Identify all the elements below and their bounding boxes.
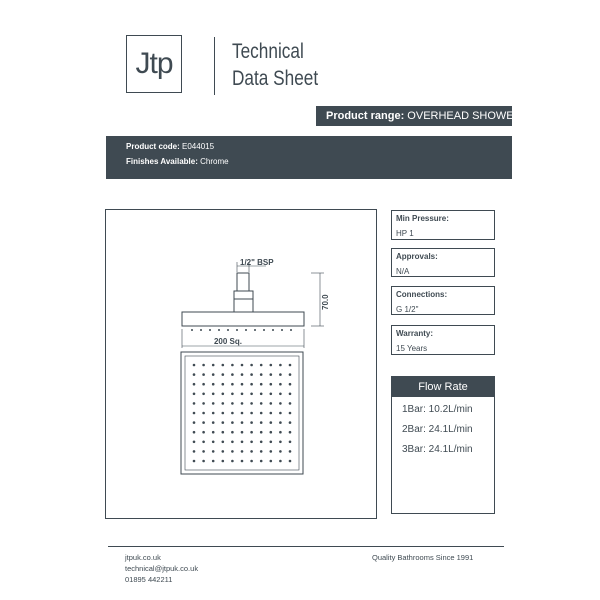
nozzle-dot <box>279 373 282 376</box>
nozzle-dot <box>289 364 292 367</box>
nozzle-dot <box>202 402 205 405</box>
finishes-value: Chrome <box>200 157 229 166</box>
spec-warranty <box>391 325 495 355</box>
nozzle-dot <box>241 421 244 424</box>
product-code-row <box>126 142 214 151</box>
footer-website[interactable]: jtpuk.co.uk <box>125 553 161 562</box>
nozzle-dot <box>231 373 234 376</box>
nozzle-dot <box>279 412 282 415</box>
nozzle-dot <box>193 431 196 434</box>
nozzle-dot <box>202 364 205 367</box>
flow-rate-item: 2Bar: 24.1L/min <box>402 424 473 435</box>
nozzle-dot <box>202 383 205 386</box>
nozzle-dot <box>289 421 292 424</box>
nozzle-dot <box>289 393 292 396</box>
nozzle-dot <box>212 402 215 405</box>
connector-nut <box>234 291 253 299</box>
nozzle-dot <box>231 421 234 424</box>
nozzle-dot <box>250 460 253 463</box>
nozzle-dot <box>241 373 244 376</box>
finishes-label: Finishes Available: <box>126 157 198 166</box>
title-line-1: Technical <box>232 40 304 63</box>
connector-pipe <box>237 273 249 291</box>
nozzle-dot <box>270 412 273 415</box>
nozzle-dot <box>250 441 253 444</box>
nozzle-dot <box>212 393 215 396</box>
logo-text: Jtp <box>135 47 173 80</box>
spec-value: G 1/2" <box>396 305 419 314</box>
nozzle-dot <box>202 460 205 463</box>
bsp-dimension-label: 1/2" BSP <box>240 258 274 267</box>
nozzle-dot <box>222 383 225 386</box>
nozzle-dot <box>270 383 273 386</box>
shower-head-drawing <box>106 210 378 520</box>
nozzle-dot <box>260 450 263 453</box>
nozzle-dot <box>270 421 273 424</box>
spec-min-pressure <box>391 210 495 240</box>
width-dimension-label: 200 Sq. <box>213 337 243 346</box>
nozzle-dot <box>222 421 225 424</box>
nozzle-dot <box>212 431 215 434</box>
spec-connections <box>391 286 495 315</box>
header-divider <box>214 37 215 95</box>
nozzle-dot <box>289 412 292 415</box>
nozzle-dot <box>212 412 215 415</box>
nozzle-dot <box>289 373 292 376</box>
shower-head-side <box>182 312 304 326</box>
nozzle-dot <box>260 431 263 434</box>
nozzle-dot <box>260 421 263 424</box>
finishes-row <box>126 157 229 166</box>
nozzle-dot <box>289 402 292 405</box>
nozzle-dot <box>241 383 244 386</box>
nozzle-dot <box>260 383 263 386</box>
footer-divider <box>108 546 504 547</box>
nozzle-dot <box>193 450 196 453</box>
nozzle-dot <box>270 393 273 396</box>
nozzle-dot <box>202 450 205 453</box>
nozzle-dot <box>231 412 234 415</box>
nozzle-dot <box>231 431 234 434</box>
nozzle-dot <box>202 431 205 434</box>
nozzle-dot <box>212 450 215 453</box>
nozzle-dot <box>193 460 196 463</box>
product-range-bar <box>316 106 522 126</box>
footer-email[interactable]: technical@jtpuk.co.uk <box>125 564 199 573</box>
nozzle-dot <box>289 431 292 434</box>
nozzle-dot <box>250 383 253 386</box>
nozzle-dot <box>193 373 196 376</box>
nozzle-dot <box>270 460 273 463</box>
nozzle-dot <box>193 412 196 415</box>
nozzle-dot <box>231 460 234 463</box>
nozzle-dot <box>222 393 225 396</box>
nozzle-dot <box>270 402 273 405</box>
nozzle-dot <box>222 412 225 415</box>
nozzle-dot <box>270 431 273 434</box>
nozzle-dot <box>193 402 196 405</box>
spec-label: Warranty: <box>396 329 434 338</box>
nozzle-dot <box>289 441 292 444</box>
nozzle-dot <box>250 393 253 396</box>
plan-nozzles <box>193 364 292 463</box>
nozzle-dot <box>193 364 196 367</box>
nozzle-dot <box>289 460 292 463</box>
nozzle-dot <box>250 450 253 453</box>
nozzle-dot <box>241 450 244 453</box>
nozzle-dot <box>212 364 215 367</box>
nozzle-dot <box>270 450 273 453</box>
nozzle-dot <box>202 412 205 415</box>
spec-approvals <box>391 248 495 277</box>
flow-rate-panel <box>391 376 495 514</box>
spec-value: 15 Years <box>396 344 428 353</box>
nozzle-dot <box>260 412 263 415</box>
nozzle-dot <box>231 441 234 444</box>
nozzle-dot <box>202 373 205 376</box>
nozzle-dot <box>193 421 196 424</box>
nozzle-dot <box>279 421 282 424</box>
nozzle-dot <box>250 364 253 367</box>
nozzle-dot <box>241 393 244 396</box>
nozzle-dot <box>279 364 282 367</box>
nozzle-dot <box>279 383 282 386</box>
nozzle-dot <box>193 383 196 386</box>
nozzle-dot <box>222 402 225 405</box>
nozzle-dot <box>241 412 244 415</box>
nozzle-dot <box>202 393 205 396</box>
nozzle-dot <box>212 441 215 444</box>
nozzle-dot <box>222 373 225 376</box>
spec-label: Approvals: <box>396 252 438 261</box>
nozzle-dot <box>250 402 253 405</box>
product-range-label: Product range: <box>326 110 405 122</box>
nozzle-dot <box>222 460 225 463</box>
nozzle-dot <box>260 364 263 367</box>
nozzle-dot <box>202 421 205 424</box>
footer-contact <box>125 552 198 585</box>
product-code-label: Product code: <box>126 142 180 151</box>
document-title <box>232 38 318 92</box>
nozzle-dot <box>250 421 253 424</box>
nozzle-dot <box>250 412 253 415</box>
footer-phone: 01895 442211 <box>125 575 173 584</box>
nozzle-dot <box>241 402 244 405</box>
nozzle-dot <box>250 373 253 376</box>
spec-label: Min Pressure: <box>396 214 449 223</box>
nozzle-dot <box>193 393 196 396</box>
nozzle-dot <box>260 393 263 396</box>
nozzle-dot <box>279 460 282 463</box>
spec-label: Connections: <box>396 290 448 299</box>
nozzle-dot <box>241 460 244 463</box>
nozzle-dot <box>289 450 292 453</box>
flow-rate-title: Flow Rate <box>392 377 494 397</box>
nozzle-dot <box>231 383 234 386</box>
nozzle-dot <box>222 364 225 367</box>
nozzle-dot <box>222 450 225 453</box>
nozzle-dot <box>279 393 282 396</box>
product-info-bar <box>106 136 512 179</box>
side-nozzles <box>191 329 292 331</box>
nozzle-dot <box>270 441 273 444</box>
nozzle-dot <box>260 441 263 444</box>
nozzle-dot <box>212 383 215 386</box>
nozzle-dot <box>231 393 234 396</box>
nozzle-dot <box>279 450 282 453</box>
nozzle-dot <box>241 364 244 367</box>
nozzle-dot <box>270 373 273 376</box>
nozzle-dot <box>212 421 215 424</box>
flow-rate-item: 3Bar: 24.1L/min <box>402 444 473 455</box>
nozzle-dot <box>260 373 263 376</box>
nozzle-dot <box>260 402 263 405</box>
product-range-value: OVERHEAD SHOWER <box>407 110 522 122</box>
nozzle-dot <box>231 450 234 453</box>
nozzle-dot <box>212 373 215 376</box>
nozzle-dot <box>212 460 215 463</box>
footer-tagline: Quality Bathrooms Since 1991 <box>372 553 474 562</box>
nozzle-dot <box>260 460 263 463</box>
nozzle-dot <box>279 431 282 434</box>
nozzle-dot <box>250 431 253 434</box>
nozzle-dot <box>231 364 234 367</box>
nozzle-dot <box>231 402 234 405</box>
nozzle-dot <box>241 431 244 434</box>
nozzle-dot <box>202 441 205 444</box>
nozzle-dot <box>222 431 225 434</box>
nozzle-dot <box>193 441 196 444</box>
technical-drawing <box>105 209 377 519</box>
nozzle-dot <box>270 364 273 367</box>
flow-rate-item: 1Bar: 10.2L/min <box>402 404 473 415</box>
nozzle-dot <box>289 383 292 386</box>
nozzle-dot <box>222 441 225 444</box>
spec-value: N/A <box>396 267 410 276</box>
height-dimension-label: 70.0 <box>321 294 330 310</box>
nozzle-dot <box>279 402 282 405</box>
brand-logo <box>126 35 182 93</box>
title-line-2: Data Sheet <box>232 67 319 90</box>
nozzle-dot <box>241 441 244 444</box>
nozzle-dot <box>279 441 282 444</box>
product-code-value: E044015 <box>182 142 215 151</box>
spec-value: HP 1 <box>396 229 414 238</box>
